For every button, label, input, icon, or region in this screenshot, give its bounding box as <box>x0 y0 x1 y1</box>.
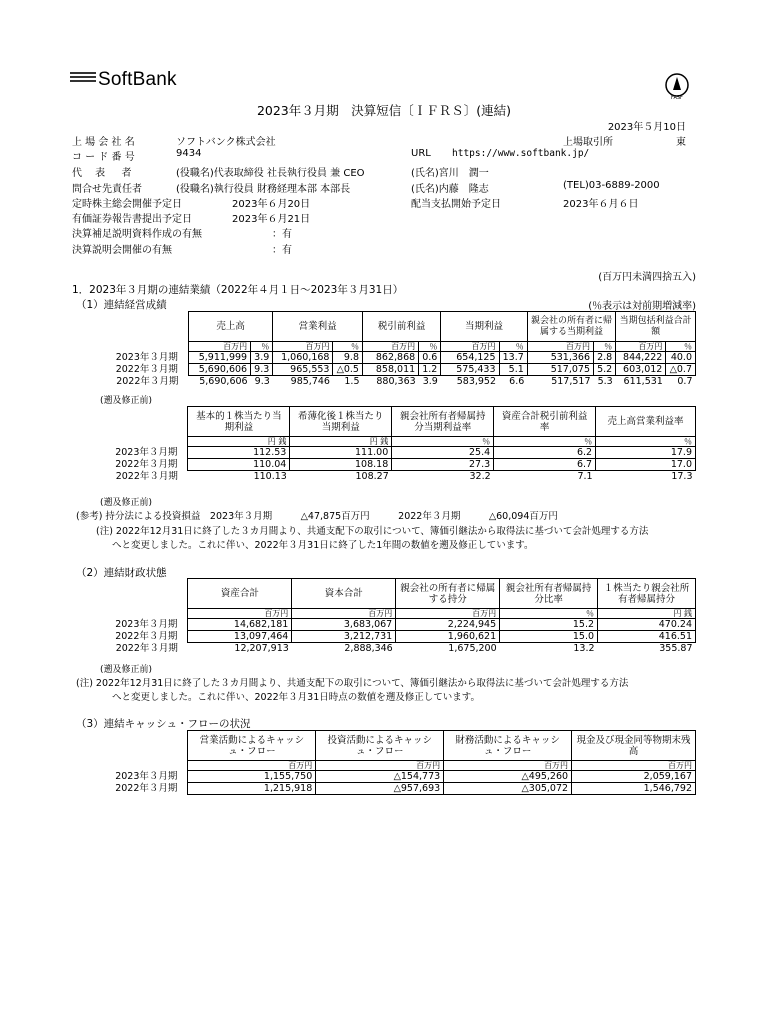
agm-date: 2023年６月20日 <box>232 199 311 210</box>
th-total-assets: 資産合計 <box>188 579 292 609</box>
rounding-note: (百万円未満四捨五入) <box>598 272 696 283</box>
report-date-value: 2023年６月21日 <box>232 214 311 225</box>
svg-text:FASF: FASF <box>671 95 683 100</box>
th-total-equity: 資本合計 <box>292 579 396 609</box>
table-row: 2022年３月期 12,207,913 2,888,346 1,675,200 13.2 355.87 <box>115 642 693 654</box>
report-date: 2023年５月10日 <box>607 122 686 133</box>
table-row: 2023年３月期 14,682,181 3,683,067 2,224,945 15.2 470.24 <box>72 619 696 631</box>
table-row: 2022年３月期 5,690,606 9.3 985,746 1.5 880,363 3.9 583,952 6.6 517,517 5.3 611,531 0.7 <box>116 375 693 387</box>
table-row: 2022年３月期 110.04 108.18 27.3 6.7 17.0 <box>72 459 696 471</box>
contact-title: (役職名)執行役員 財務経理本部 本部長 <box>176 184 351 195</box>
company-name: ソフトバンク株式会社 <box>176 137 276 148</box>
code-value: 9434 <box>176 148 202 159</box>
restated-label: (遡及修正前) <box>100 498 153 508</box>
table-row: 2022年３月期 5,690,606 9.3 965,553 △0.5 858,011 1.2 575,433 5.1 517,075 5.2 603,012 △0.7 <box>72 364 696 376</box>
units-row: 百万円 百万円 百万円 百万円 <box>72 761 696 771</box>
restated-label: (遡及修正前) <box>100 396 153 406</box>
exchange-value: 東 <box>676 137 686 148</box>
exchange-label: 上場取引所 <box>563 137 613 148</box>
report-label: 有価証券報告書提出予定日 <box>72 214 192 225</box>
supp-label: 決算補足説明資料作成の有無 <box>72 229 202 240</box>
note-2-line-1: (注) 2022年12月31日に終了した３カ月間より、共通支配下の取引について、簿価引継法から取得法に基づいて会計処理する方法 <box>76 678 629 689</box>
table-row: 2022年３月期 13,097,464 3,212,731 1,960,621 15.0 416.51 <box>72 631 696 643</box>
section-1-3-title: （3）連結キャッシュ・フローの状況 <box>76 718 251 730</box>
rep-label: 代 表 者 <box>72 168 132 179</box>
th-net-income: 当期利益 <box>441 312 527 342</box>
th-margin: 売上高営業利益率 <box>596 407 696 437</box>
th-equity-ratio: 親会社所有者帰属持分比率 <box>500 579 598 609</box>
code-label: コ ー ド 番 号 <box>72 152 135 163</box>
table-row: 2023年３月期 5,911,999 3.9 1,060,168 9.8 862,868 0.6 654,125 13.7 531,366 2.8 844,222 40.0 <box>72 352 696 364</box>
logo-bars-icon <box>70 72 96 86</box>
note-1-line-2: へと変更しました。これに伴い、2022年３月31日に終了した1年間の数値を遡及修正しています。 <box>112 540 534 551</box>
per-share-table <box>72 406 696 482</box>
div-label: 配当支払開始予定日 <box>411 199 501 210</box>
section-1-title: 1．2023年３月期の連結業績（2022年４月１日～2023年３月31日） <box>72 284 404 296</box>
section-1-2-title: （2）連結財政状態 <box>76 567 167 579</box>
note-1-line-1: (注) 2022年12月31日に終了した３カ月間より、共通支配下の取引について、簿価引継法から取得法に基づいて会計処理する方法 <box>96 526 649 537</box>
brief-label: 決算説明会開催の有無 <box>72 245 172 256</box>
th-operating-cf: 営業活動によるキャッシュ・フロー <box>188 731 316 761</box>
th-comprehensive-income: 当期包括利益合計額 <box>616 312 696 342</box>
reference-note: (参考) 持分法による投資損益 2023年３月期 △47,875百万円 2022年３月期 △60,094百万円 <box>76 511 558 522</box>
rep-title: (役職名)代表取締役 社長執行役員 兼 CEO <box>176 168 365 179</box>
th-operating-income: 営業利益 <box>273 312 363 342</box>
th-owner-income: 親会社の所有者に帰属する当期利益 <box>527 312 615 342</box>
div-date: 2023年６月６日 <box>563 199 639 210</box>
supp-value: ：有 <box>272 229 292 240</box>
section-1-1-title: （1）連結経営成績 <box>76 299 167 311</box>
note-2-line-2: へと変更しました。これに伴い、2022年３月31日時点の数値を遡及修正しています。 <box>112 692 481 703</box>
brief-value: ：有 <box>272 245 292 256</box>
th-roa: 資産合計税引前利益率 <box>494 407 596 437</box>
th-investing-cf: 投資活動によるキャッシュ・フロー <box>316 731 444 761</box>
restated-label: (遡及修正前) <box>100 665 153 675</box>
percent-note: (％表示は対前期増減率) <box>588 301 696 312</box>
th-basic-eps: 基本的１株当たり当期利益 <box>188 407 290 437</box>
table-row: 2023年３月期 1,155,750 △154,773 △495,260 2,059,167 <box>72 771 696 783</box>
company-label: 上 場 会 社 名 <box>72 137 135 148</box>
th-roe: 親会社所有者帰属持分当期利益率 <box>392 407 494 437</box>
th-financing-cf: 財務活動によるキャッシュ・フロー <box>444 731 572 761</box>
contact-tel: (TEL)03-6889-2000 <box>563 180 660 191</box>
th-pretax-income: 税引前利益 <box>362 312 440 342</box>
operating-results-table <box>72 311 696 387</box>
fasf-seal-icon <box>662 72 692 100</box>
units-row: 百万円 ％ 百万円 ％ 百万円 ％ 百万円 ％ 百万円 ％ 百万円 ％ <box>72 342 696 352</box>
softbank-logo: SoftBank <box>98 69 177 90</box>
th-diluted-eps: 希薄化後１株当たり当期利益 <box>290 407 392 437</box>
cash-flow-table <box>72 730 696 795</box>
url-link[interactable]: https://www.softbank.jp/ <box>452 148 590 159</box>
agm-label: 定時株主総会開催予定日 <box>72 199 182 210</box>
th-bps: １株当たり親会社所有者帰属持分 <box>598 579 696 609</box>
table-row: 2022年３月期 110.13 108.27 32.2 7.1 17.3 <box>115 470 693 482</box>
contact-label: 問合せ先責任者 <box>72 184 142 195</box>
document-title: 2023年３月期 決算短信〔ＩＦＲＳ〕(連結) <box>256 103 512 118</box>
url-label: URL <box>411 148 431 159</box>
table-row: 2023年３月期 112.53 111.00 25.4 6.2 17.9 <box>72 447 696 459</box>
th-revenue: 売上高 <box>188 312 272 342</box>
th-owners-equity: 親会社の所有者に帰属する持分 <box>396 579 500 609</box>
units-row: 百万円 百万円 百万円 ％ 円 銭 <box>72 609 696 619</box>
units-row: 円 銭 円 銭 ％ ％ ％ <box>72 437 696 447</box>
table-row: 2022年３月期 1,215,918 △957,693 △305,072 1,546,792 <box>72 783 696 795</box>
financial-position-table <box>72 578 696 654</box>
contact-name: (氏名)内藤 隆志 <box>411 184 489 195</box>
rep-name: (氏名)宮川 潤一 <box>411 168 489 179</box>
th-cash-balance: 現金及び現金同等物期末残高 <box>572 731 696 761</box>
